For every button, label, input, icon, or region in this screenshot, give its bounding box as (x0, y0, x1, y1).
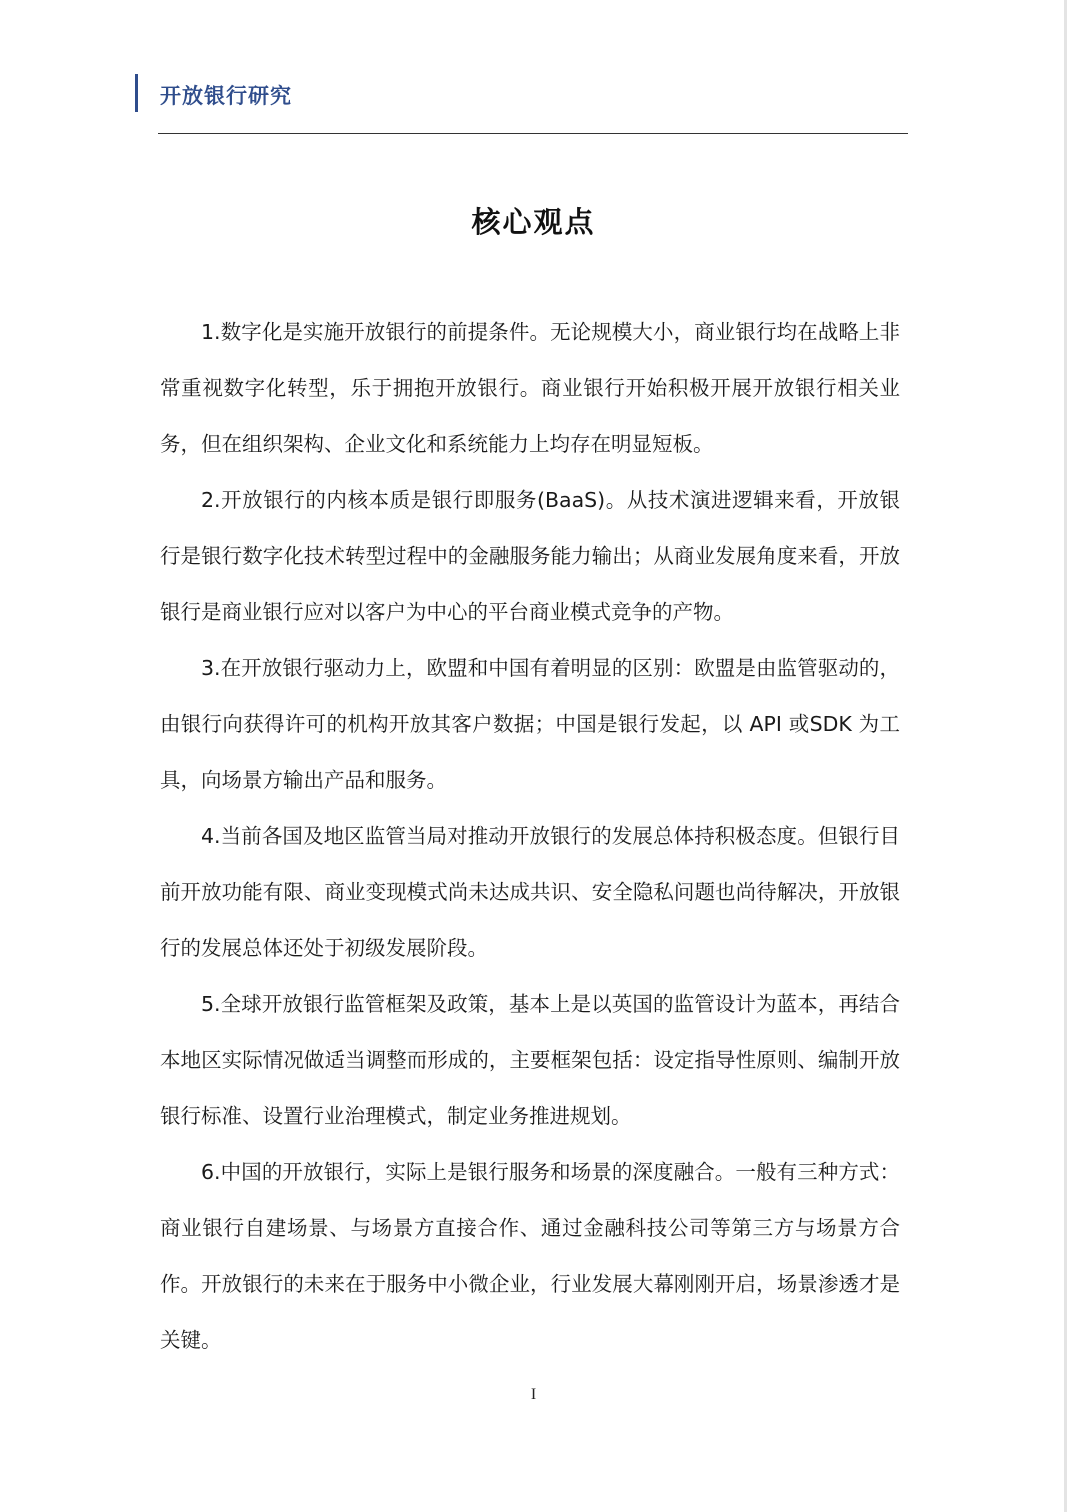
core-points-body (160, 304, 900, 1368)
core-point-paragraph-1: 1.数字化是实施开放银行的前提条件。无论规模大小，商业银行均在战略上非常重视数字化转型，乐于拥抱开放银行。商业银行开始积极开展开放银行相关业务，但在组织架构、企业文化和系统能力上均存在明显短板。 (160, 320, 900, 456)
core-point-paragraph-5: 5.全球开放银行监管框架及政策，基本上是以英国的监管设计为蓝本，再结合本地区实际情况做适当调整而形成的，主要框架包括：设定指导性原则、编制开放银行标准、设置行业治理模式，制定业务推进规划。 (160, 992, 900, 1128)
page-title: 核心观点 (471, 205, 596, 239)
header-accent-bar (135, 74, 138, 112)
page-number: I (530, 1386, 537, 1403)
header-title: 开放银行研究 (160, 84, 292, 108)
core-point-paragraph-6: 6.中国的开放银行，实际上是银行服务和场景的深度融合。一般有三种方式：商业银行自建场景、与场景方直接合作、通过金融科技公司等第三方与场景方合作。开放银行的未来在于服务中小微企业，行业发展大幕刚刚开启，场景渗透才是关键。 (160, 1160, 900, 1352)
core-point-paragraph-4: 4.当前各国及地区监管当局对推动开放银行的发展总体持积极态度。但银行目前开放功能有限、商业变现模式尚未达成共识、安全隐私问题也尚待解决，开放银行的发展总体还处于初级发展阶段。 (160, 824, 900, 960)
core-point-paragraph-2: 2.开放银行的内核本质是银行即服务(BaaS)。从技术演进逻辑来看，开放银行是银行数字化技术转型过程中的金融服务能力输出；从商业发展角度来看，开放银行是商业银行应对以客户为中心的平台商业模式竞争的产物。 (160, 488, 900, 624)
header-divider (158, 133, 908, 134)
core-point-paragraph-3: 3.在开放银行驱动力上，欧盟和中国有着明显的区别：欧盟是由监管驱动的，由银行向获得许可的机构开放其客户数据；中国是银行发起，以 API 或SDK 为工具，向场景方输出产品和服务。 (160, 656, 900, 792)
